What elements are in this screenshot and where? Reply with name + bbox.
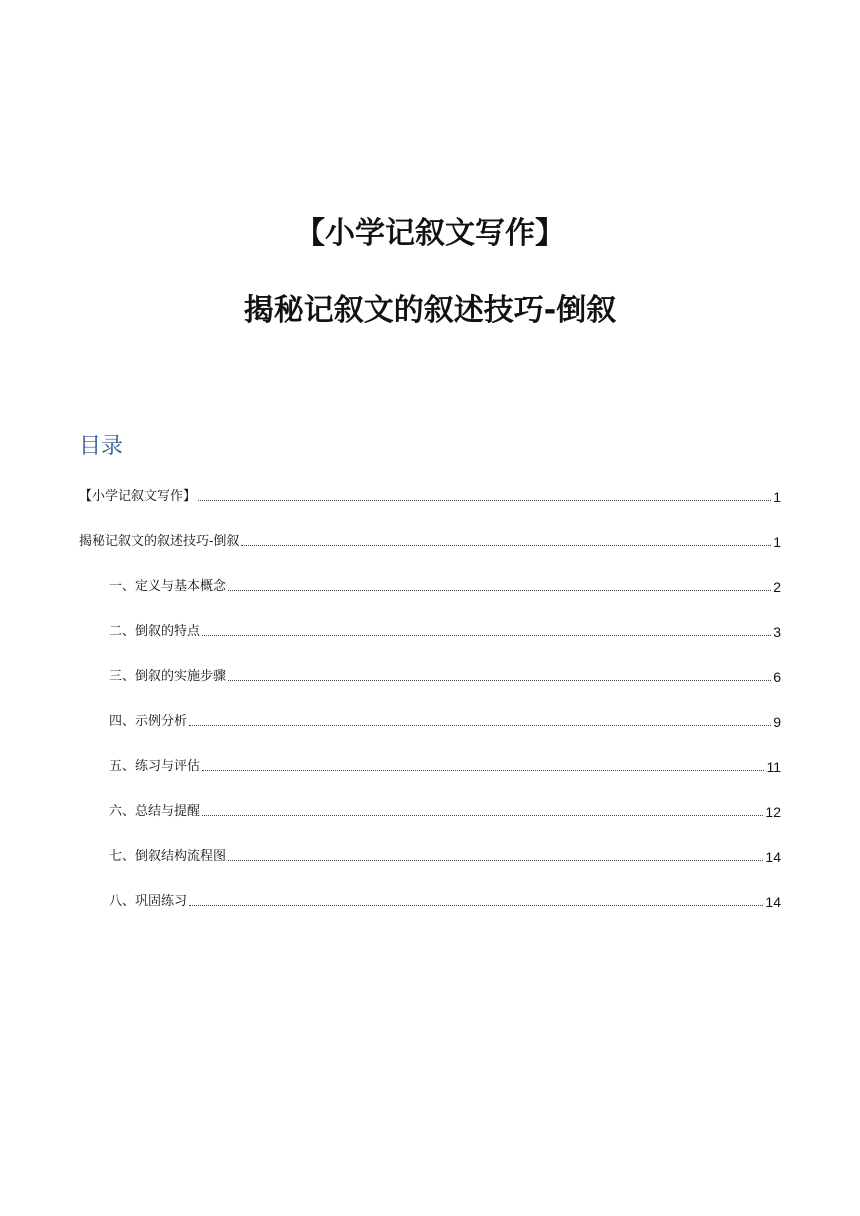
- toc-entry-label: 五、练习与评估: [109, 759, 201, 774]
- toc-dot-leader: [189, 904, 763, 906]
- toc-dot-leader: [228, 679, 771, 681]
- toc-entry-page-number: 14: [765, 894, 781, 910]
- toc-entry-label: 七、倒叙结构流程图: [109, 849, 227, 864]
- document-title: 揭秘记叙文的叙述技巧-倒叙: [243, 293, 617, 328]
- toc-entry-page-number: 14: [765, 849, 781, 865]
- toc-entry[interactable]: [109, 793, 781, 821]
- toc-entry-page-number: 12: [765, 804, 781, 820]
- toc-dot-leader: [202, 769, 764, 771]
- toc-entry-page-number: 1: [773, 489, 781, 505]
- toc-entry-label: 揭秘记叙文的叙述技巧-倒叙: [79, 534, 240, 549]
- toc-entry-page-number: 9: [773, 714, 781, 730]
- toc-entry-page-number: 1: [773, 534, 781, 550]
- document-title-series: 【小学记叙文写作】: [295, 216, 565, 251]
- toc-entry[interactable]: [109, 838, 781, 866]
- toc-entry-label: 四、示例分析: [109, 714, 188, 729]
- toc-entry[interactable]: [109, 658, 781, 686]
- toc-entry[interactable]: [109, 748, 781, 776]
- toc-dot-leader: [202, 814, 763, 816]
- toc-dot-leader: [228, 859, 763, 861]
- toc-dot-leader: [189, 724, 771, 726]
- toc-dot-leader: [241, 544, 771, 546]
- toc-entry-label: 六、总结与提醒: [109, 804, 201, 819]
- toc-heading: 目录: [79, 434, 124, 459]
- toc-entry-page-number: 3: [773, 624, 781, 640]
- toc-entry[interactable]: [79, 478, 781, 506]
- toc-entry-page-number: 6: [773, 669, 781, 685]
- toc-dot-leader: [228, 589, 771, 591]
- toc-entry[interactable]: [109, 703, 781, 731]
- toc-entry[interactable]: [109, 613, 781, 641]
- toc-entry-label: 三、倒叙的实施步骤: [109, 669, 227, 684]
- toc-entry-page-number: 11: [766, 759, 781, 775]
- toc-entry[interactable]: [109, 883, 781, 911]
- toc-entry-label: 二、倒叙的特点: [109, 624, 201, 639]
- toc-entry-page-number: 2: [773, 579, 781, 595]
- toc-dot-leader: [202, 634, 771, 636]
- toc-dot-leader: [198, 499, 771, 501]
- toc-entry-label: 八、巩固练习: [109, 894, 188, 909]
- toc-entry[interactable]: [109, 568, 781, 596]
- toc-entry-label: 【小学记叙文写作】: [79, 489, 197, 504]
- toc-entry-label: 一、定义与基本概念: [109, 579, 227, 594]
- toc-entry[interactable]: [79, 523, 781, 551]
